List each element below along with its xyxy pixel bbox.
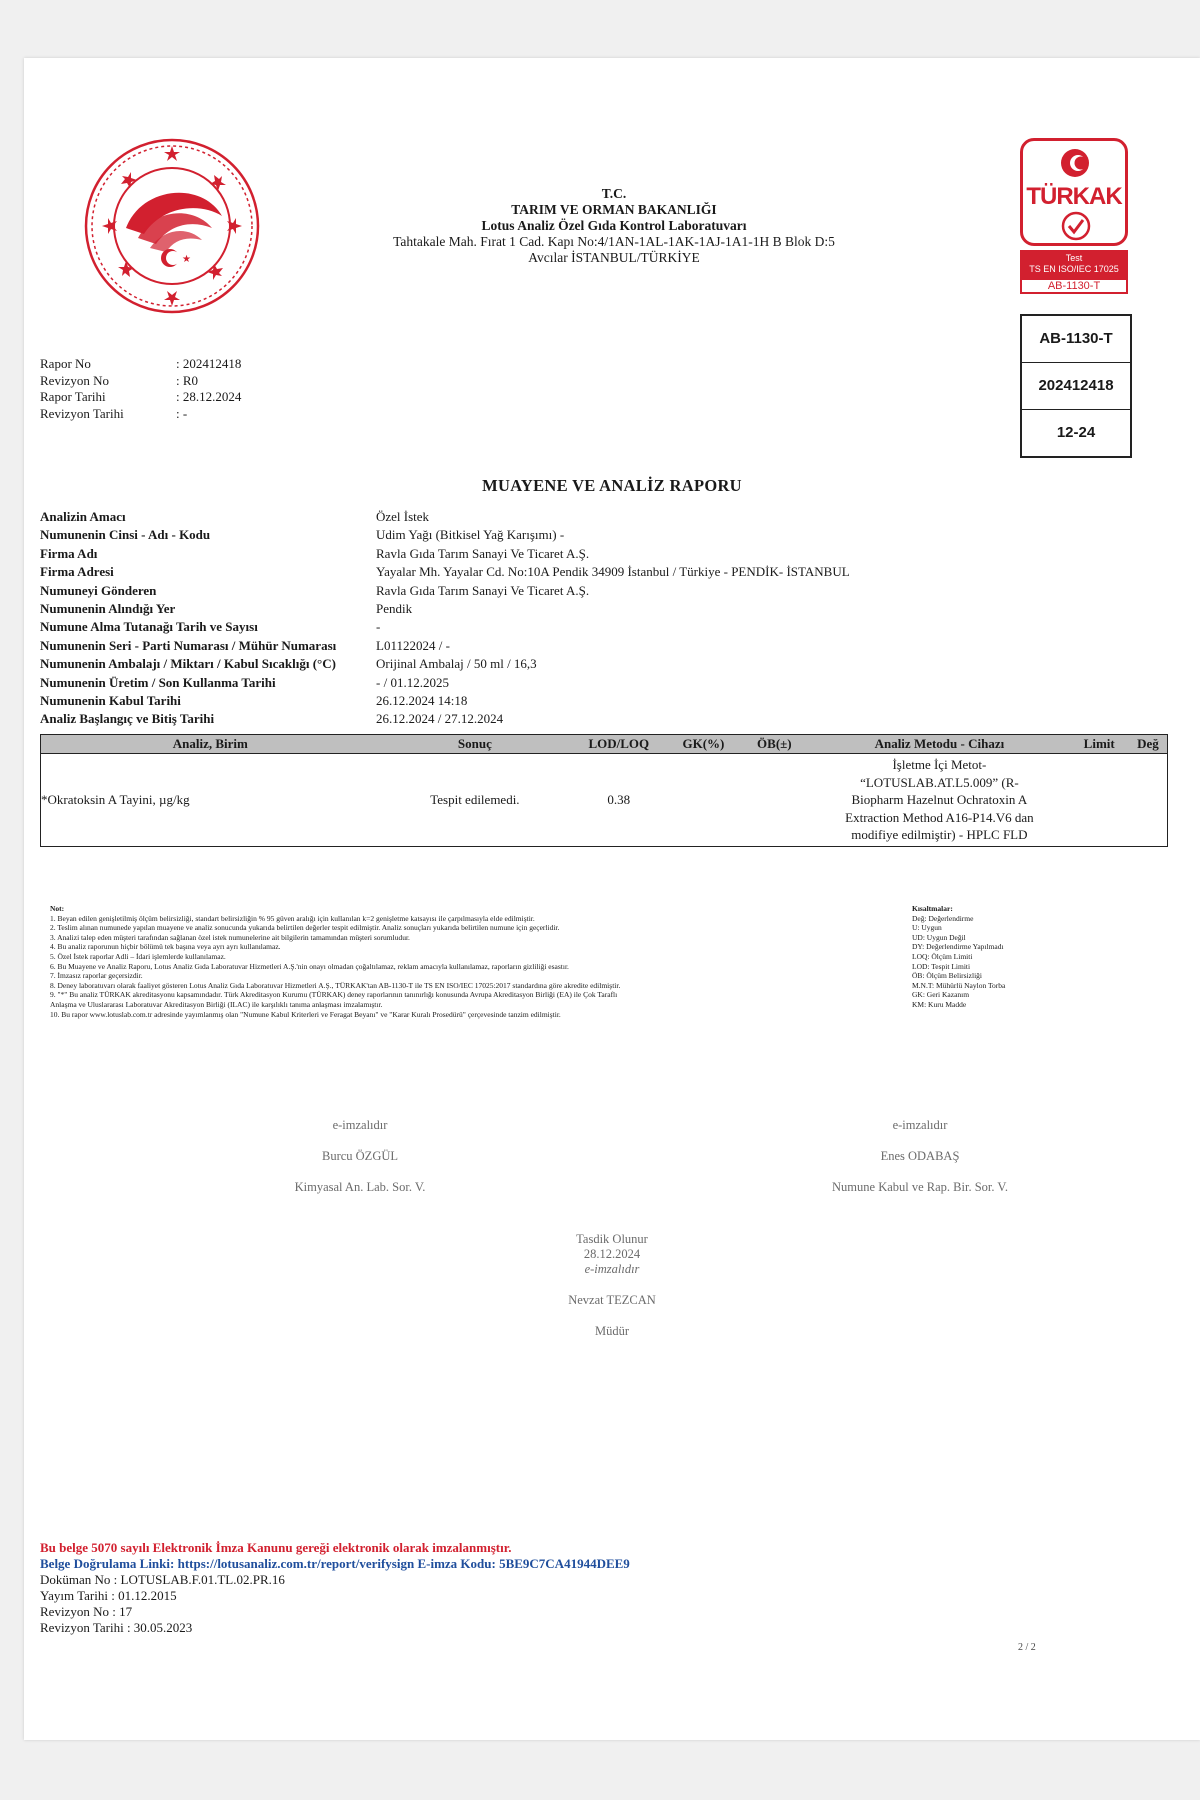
col-header-lodloq: LOD/LOQ (570, 735, 667, 754)
meta-value: : R0 (176, 372, 199, 388)
info-row (40, 618, 850, 636)
col-header-deg: Değ (1129, 735, 1168, 754)
code-box-accreditation: AB-1130-T (1022, 316, 1130, 363)
method-line: Extraction Method A16-P14.V6 dan (845, 809, 1034, 825)
note-item: 4. Bu analiz raporunun hiçbir bölümü tek başına veya ayrı ayrı kullanılamaz. (50, 942, 281, 952)
header-tc: T.C. (601, 186, 627, 201)
sig-center-date: 28.12.2024 (583, 1247, 641, 1261)
info-value: Ravla Gıda Tarım Sanayi Ve Ticaret A.Ş. (376, 545, 590, 561)
signature-left (210, 1118, 510, 1195)
meta-value: : 28.12.2024 (176, 389, 242, 404)
code-box-month: 12-24 (1056, 424, 1096, 441)
info-label: Analizin Amacı (40, 509, 126, 524)
info-label: Numunenin Alındığı Yer (40, 601, 176, 617)
abbr-item: LOQ: Ölçüm Limiti (912, 951, 973, 961)
cell-lodloq: 0.38 (607, 791, 631, 807)
abbr-item: LOD: Tespit Limiti (912, 961, 971, 971)
info-row (40, 674, 850, 692)
cell-ob (739, 754, 809, 847)
turkak-test-label (1020, 250, 1128, 278)
abbr-item: UD: Uygun Değil (912, 932, 966, 942)
info-label: Firma Adı (40, 545, 98, 561)
info-value: 26.12.2024 14:18 (376, 693, 468, 709)
signature-center (462, 1232, 762, 1339)
info-row (40, 600, 850, 618)
info-value: - (376, 619, 381, 635)
footer-revision-date: Revizyon Tarihi : 30.05.2023 (40, 1620, 193, 1635)
info-row (40, 637, 850, 655)
turkak-logo-icon (1020, 138, 1128, 246)
meta-row (40, 406, 241, 423)
info-value: Özel İstek (376, 509, 430, 524)
info-label: Analiz Başlangıç ve Bitiş Tarihi (40, 711, 215, 727)
footer-verify-link[interactable]: Belge Doğrulama Linki: https://lotusanaliz.com.tr/report/verifysign E-imza Kodu: 5BE9C7CA41944DEE9 (40, 1556, 630, 1571)
report-meta (40, 356, 241, 422)
svg-text:★: ★ (182, 254, 191, 265)
method-line: modifiye edilmiştir) - HPLC FLD (851, 827, 1028, 842)
abbr-item: GK: Geri Kazanım (912, 990, 970, 1000)
table-row (41, 754, 1168, 847)
notes-section (50, 904, 810, 1019)
footer-publish-date: Yayım Tarihi : 01.12.2015 (40, 1588, 177, 1603)
info-value: L01122024 / - (376, 637, 450, 653)
cell-result: Tespit edilemedi. (430, 791, 520, 807)
abbr-item: ÖB: Ölçüm Belirsizliği (912, 971, 982, 981)
info-row (40, 710, 850, 728)
abbr-item: Değ: Değerlendirme (912, 913, 974, 923)
turkak-test-line1: Test (1065, 253, 1083, 263)
cell-analysis: *Okratoksin A Tayini, µg/kg (41, 791, 190, 807)
ministry-logo-icon (82, 136, 262, 316)
cell-limit (1070, 754, 1129, 847)
report-title: MUAYENE VE ANALİZ RAPORU (482, 476, 742, 495)
abbr-title: Kısaltmalar: (912, 904, 953, 913)
turkak-code: AB-1130-T (1020, 278, 1128, 294)
note-item: 2. Teslim alınan numunede yapılan muayene ve analiz sonucunda yukarıda belirtilen değerler tespit edilmiştir. Analiz sonuçları yukarıda belirtilen numune için geçerlidir. (50, 923, 560, 933)
code-box-report-no: 202412418 (1022, 363, 1130, 410)
meta-row (40, 389, 241, 406)
results-table (40, 734, 1168, 847)
note-item: 5. Özel İstek raporlar Adli – İdari işlemlerde kullanılamaz. (50, 951, 226, 961)
info-value: Udim Yağı (Bitkisel Yağ Karışımı) - (376, 527, 565, 543)
footer-legal: Bu belge 5070 sayılı Elektronik İmza Kanunu gereği elektronik olarak imzalanmıştır. (40, 1540, 512, 1555)
info-label: Firma Adresi (40, 564, 114, 580)
sig-left-name: Burcu ÖZGÜL (321, 1149, 399, 1163)
turkak-brand: TÜRKAK (1026, 183, 1122, 210)
note-item: 7. İmzasız raporlar geçersizdir. (50, 971, 143, 981)
info-row (40, 526, 850, 544)
sig-center-approve: Tasdik Olunur (576, 1232, 648, 1246)
abbr-item: M.N.T: Mühürlü Naylon Torba (912, 980, 1006, 990)
method-line: Biopharm Hazelnut Ochratoxin A (851, 792, 1028, 807)
note-item: 6. Bu Muayene ve Analiz Raporu, Lotus Analiz Gıda Laboratuvar Hizmetleri A.Ş.'nin onayı olmadan çoğaltılamaz, reklam amacıyla kullanılamaz, raporların gizliliği esastır. (50, 961, 569, 971)
info-value: - / 01.12.2025 (376, 674, 449, 690)
header-ministry: TARIM VE ORMAN BAKANLIĞI (511, 202, 717, 217)
info-row (40, 655, 850, 673)
info-row (40, 563, 850, 581)
info-label: Numunenin Kabul Tarihi (40, 693, 181, 709)
cell-method (809, 754, 1069, 847)
method-line: İşletme İçi Metot- (892, 757, 987, 772)
header-lab-name: Lotus Analiz Özel Gıda Kontrol Laboratuvarı (481, 218, 747, 233)
info-label: Numunenin Cinsi - Adı - Kodu (40, 527, 211, 543)
info-value: Pendik (376, 601, 413, 617)
lab-header (314, 186, 914, 266)
cell-deg (1129, 754, 1168, 847)
sig-left-role: Kimyasal An. Lab. Sor. V. (294, 1180, 426, 1194)
info-value: Yayalar Mh. Yayalar Cd. No:10A Pendik 34909 İstanbul / Türkiye - PENDİK- İSTANBUL (376, 564, 850, 580)
document-footer (40, 1540, 630, 1636)
info-row (40, 582, 850, 600)
info-value: 26.12.2024 / 27.12.2024 (376, 711, 504, 727)
note-item: 3. Analizi talep eden müşteri tarafından sağlanan özel istek numunelerine ait bilgilerin tamamından müşteri sorumludur. (50, 932, 410, 942)
sig-right-name: Enes ODABAŞ (880, 1149, 960, 1163)
meta-value: : - (176, 405, 188, 421)
col-header-method: Analiz Metodu - Cihazı (809, 735, 1069, 754)
header-city: Avcılar İSTANBUL/TÜRKİYE (528, 250, 700, 265)
note-item: 9. "*" Bu analiz TÜRKAK akreditasyonu kapsamındadır. Türk Akreditasyon Kurumu (TÜRKAK) deney raporlarının tanınırlığı konusunda Avrupa Akreditasyon Birliği (EA) ile Çok Taraflı (50, 990, 618, 1000)
sample-info (40, 508, 850, 729)
signature-right (750, 1118, 1090, 1195)
sig-center-esign: e-imzalıdır (584, 1262, 640, 1276)
abbr-item: U: Uygun (912, 923, 942, 933)
sig-center-role: Müdür (594, 1324, 630, 1338)
info-label: Numunenin Üretim / Son Kullanma Tarihi (40, 674, 276, 690)
meta-row (40, 356, 241, 373)
header-address: Tahtakale Mah. Fırat 1 Cad. Kapı No:4/1AN-1AL-1AK-1AJ-1A1-1H B Blok D:5 (393, 234, 835, 249)
info-label: Numunenin Ambalajı / Miktarı / Kabul Sıcaklığı (°C) (40, 656, 336, 672)
note-item: 1. Beyan edilen genişletilmiş ölçüm belirsizliği, standart belirsizliğin % 95 güven aralığı için kullanılan k=2 genişletme katsayısı ile çarpılmasıyla elde edilmiştir. (50, 913, 535, 923)
sig-right-esign: e-imzalıdır (892, 1118, 948, 1132)
sig-center-name: Nevzat TEZCAN (568, 1293, 656, 1307)
info-label: Numunenin Seri - Parti Numarası / Mühür Numarası (40, 637, 337, 653)
meta-label: Revizyon No (40, 372, 109, 388)
cell-gk (667, 754, 739, 847)
meta-label: Rapor No (40, 356, 91, 371)
meta-value: : 202412418 (176, 356, 242, 371)
meta-row (40, 373, 241, 390)
notes-title: Not: (50, 904, 65, 913)
note-item: Anlaşma ve Uluslararası Laboratuvar Akreditasyon Birliği (ILAC) ile karşılıklı tanıma anlaşması imzalamıştır. (50, 999, 383, 1009)
info-row (40, 692, 850, 710)
accreditation-code-box (1020, 314, 1132, 458)
info-row (40, 508, 850, 526)
method-line: “LOTUSLAB.AT.L5.009” (R- (860, 774, 1019, 790)
info-label: Numune Alma Tutanağı Tarih ve Sayısı (40, 619, 258, 635)
footer-doc-no: Doküman No : LOTUSLAB.F.01.TL.02.PR.16 (40, 1572, 285, 1587)
info-value: Ravla Gıda Tarım Sanayi Ve Ticaret A.Ş. (376, 582, 590, 598)
page-number: 2 / 2 (1018, 1642, 1036, 1653)
turkak-test-line2: TS EN ISO/IEC 17025 (1029, 264, 1119, 274)
note-item: 8. Deney laboratuvarı olarak faaliyet gösteren Lotus Analiz Gıda Laboratuvar Hizmetleri A.Ş., TÜRKAK'tan AB-1130-T ile TS EN ISO/IEC 17025:2017 standardına göre akredite edilmiştir. (50, 980, 621, 990)
col-header-gk: GK(%) (667, 735, 739, 754)
abbr-item: DY: Değerlendirme Yapılmadı (912, 942, 1004, 952)
col-header-ob: ÖB(±) (739, 735, 809, 754)
abbreviations-section (912, 904, 1112, 1010)
footer-revision-no: Revizyon No : 17 (40, 1604, 133, 1619)
report-page (24, 58, 1200, 1740)
col-header-analysis: Analiz, Birim (41, 735, 380, 754)
turkak-badge (1020, 138, 1132, 294)
abbr-item: KM: Kuru Madde (912, 999, 967, 1009)
info-row (40, 545, 850, 563)
info-value: Orijinal Ambalaj / 50 ml / 16,3 (376, 656, 537, 672)
sig-right-role: Numune Kabul ve Rap. Bir. Sor. V. (832, 1180, 1008, 1194)
meta-label: Revizyon Tarihi (40, 405, 124, 421)
sig-left-esign: e-imzalıdır (332, 1118, 388, 1132)
table-header-row (41, 735, 1168, 754)
col-header-result: Sonuç (380, 735, 570, 754)
info-label: Numuneyi Gönderen (40, 582, 157, 598)
col-header-limit: Limit (1070, 735, 1129, 754)
meta-label: Rapor Tarihi (40, 389, 106, 404)
note-item: 10. Bu rapor www.lotuslab.com.tr adresinde yayımlanmış olan "Numune Kabul Kriterleri ve Feragat Beyanı" ve "Karar Kuralı Prosedürü" çerçevesinde tanzim edilmiştir. (50, 1009, 561, 1019)
